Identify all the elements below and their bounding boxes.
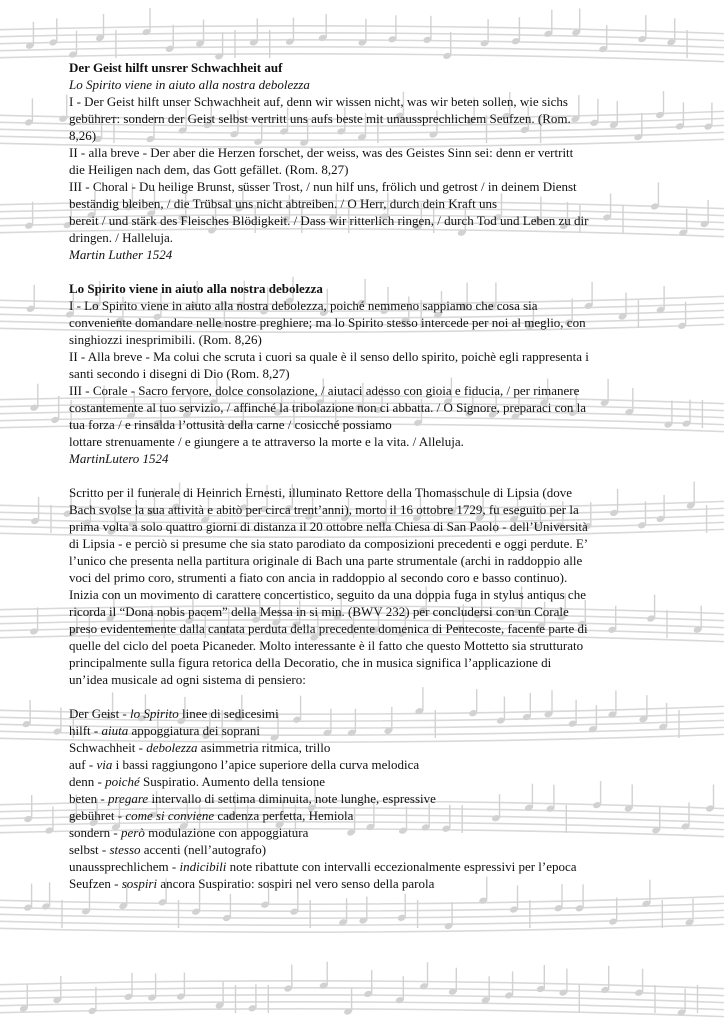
glossary-translation: stesso xyxy=(109,842,141,857)
commentary-line: ricorda il “Dona nobis pacem” della Messa in si min. (BWV 232) per concludersi con un Corale xyxy=(69,604,569,619)
glossary-translation: poiché xyxy=(105,774,140,789)
section-spacer xyxy=(69,688,669,705)
glossary-word: beten - xyxy=(69,791,108,806)
glossary-item xyxy=(69,739,669,756)
glossary-note: linee di sedicesimi xyxy=(178,706,279,721)
staff-line xyxy=(0,1009,724,1017)
glossary-item xyxy=(69,875,669,892)
commentary-line: voci del primo coro, strumenti a fiato con ancia in raddoppio al secondo coro e basso continuo). xyxy=(69,570,568,585)
document-page xyxy=(69,59,669,892)
glossary-note: asimmetria ritmica, trillo xyxy=(197,740,331,755)
glossary-translation: sospiri xyxy=(121,876,158,891)
glossary-item xyxy=(69,722,669,739)
staff-line xyxy=(0,896,724,904)
italian-line: singhiozzi inesprimibili. (Rom. 8,26) xyxy=(69,332,262,347)
section-spacer xyxy=(69,467,669,484)
glossary-note: ancora Suspiratio: sospiri nel vero senso della parola xyxy=(157,876,435,891)
glossary-translation: aiuta xyxy=(101,723,129,738)
commentary-section xyxy=(69,484,669,688)
glossary-section xyxy=(69,705,669,892)
german-line: gebührет: sondern der Geist selbst vertritt uns aufs beste mit unaussprechlichem Seufzen. (Rom. xyxy=(69,111,571,126)
commentary-line: principalmente sulla figura retorica della Decoratio, che in musica significa l’applicazione di xyxy=(69,655,552,670)
italian-title: Lo Spirito viene in aiuto alla nostra debolezza xyxy=(69,281,323,296)
glossary-translation: però xyxy=(121,825,145,840)
glossary-word: selbst - xyxy=(69,842,110,857)
glossary-item xyxy=(69,824,669,841)
glossary-note: i bassi raggiungono l’apice superiore della curva melodica xyxy=(112,757,420,772)
glossary-translation: debolezza xyxy=(146,740,198,755)
glossary-note: note ribattute con intervalli eccezionalmente espressivi per l’epoca xyxy=(226,859,577,874)
glossary-translation: via xyxy=(96,757,113,772)
section-spacer xyxy=(69,263,669,280)
glossary-note: intervallo di settima diminuita, note lunghe, espressive xyxy=(148,791,436,806)
glossary-word: Schwachheit - xyxy=(69,740,147,755)
glossary-word: gebühret - xyxy=(69,808,126,823)
glossary-item xyxy=(69,858,669,875)
german-author: Martin Luther 1524 xyxy=(69,247,173,262)
italian-line: III - Corale - Sacro fervore, dolce consolazione, / aiutaci adesso con gioia e fiducia, / per rimanere xyxy=(69,383,580,398)
italian-line: II - Alla breve - Ma colui che scruta i cuori sa quale è il senso dello spirito, poichè egli rappresenta i xyxy=(69,349,589,364)
glossary-note: modulazione con appoggiatura xyxy=(144,825,309,840)
glossary-item xyxy=(69,807,669,824)
glossary-word: auf - xyxy=(69,757,97,772)
glossary-translation: lo Spirito xyxy=(130,706,179,721)
commentary-line: prima volta a solo quattro giorni di distanza il 20 ottobre nella Chiesa di San Paolo - dell’Università xyxy=(69,519,588,534)
german-line: II - alla breve - Der aber die Herzen forschet, der weiss, was des Geistes Sinn sei: denn er vertritt xyxy=(69,145,574,160)
italian-line: lottare strenuamente / e giungere a te attraverso la morte e la vita. / Alleluja. xyxy=(69,434,464,449)
glossary-word: hilft - xyxy=(69,723,102,738)
german-line: dringen. / Halleluja. xyxy=(69,230,173,245)
italian-line: I - Lo Spirito viene in aiuto alla nostra debolezza, poiché nemmeno sappiamo che cosa sia xyxy=(69,298,538,313)
glossary-translation: pregare xyxy=(107,791,149,806)
german-subtitle: Lo Spirito viene in aiuto alla nostra debolezza xyxy=(69,77,310,92)
glossary-word: Seufzen - xyxy=(69,876,122,891)
italian-line: costantemente al tuo servizio, / affinché la tribolazione non ci abbatta. / O Signore, preparaci con la xyxy=(69,400,587,415)
glossary-note: appoggiatura dei soprani xyxy=(128,723,260,738)
italian-line: conveniente domandare nelle nostre preghiere; ma lo Spirito stesso intercede per noi al meglio, con xyxy=(69,315,586,330)
german-line: I - Der Geist hilft unser Schwachheit auf, denn wir wissen nicht, was wir beten sollen, wie sichs xyxy=(69,94,568,109)
commentary-line: l’unico che presenta nella partitura originale di Bach una parte strumentale (archi in raddoppio alle xyxy=(69,553,583,568)
glossary-note: Suspiratio. Aumento della tensione xyxy=(139,774,325,789)
commentary-line: quelle del ciclo del poeta Picaneder. Molto interessante è il fatto che questo Mottetto sia strutturato xyxy=(69,638,584,653)
glossary-item xyxy=(69,705,669,722)
glossary-item xyxy=(69,790,669,807)
german-text-section xyxy=(69,59,669,263)
german-line: bereit / und stärk des Fleisches Blödigkeit. / Dass wir ritterlich ringen, / durch Tod und Leben zu dir xyxy=(69,213,589,228)
german-line: die Heiligen nach dem, das Gott gefället. (Rom. 8,27) xyxy=(69,162,349,177)
italian-line: tua forza / e rinsalda l’ottusità della carne / cosicché possiamo xyxy=(69,417,392,432)
commentary-line: di Lipsia - e perciò si presume che sia stato parodiato da composizioni precedenti e oggi perdute. E’ xyxy=(69,536,589,551)
glossary-note: accenti (nell’autografo) xyxy=(140,842,267,857)
glossary-item xyxy=(69,756,669,773)
italian-text-section xyxy=(69,280,669,467)
german-line: 8,26) xyxy=(69,128,97,143)
glossary-note: cadenza perfetta, Hemiola xyxy=(214,808,354,823)
german-line: beständig bleiben, / die Trübsal uns nicht abtreiben. / O Herr, durch dein Kraft uns xyxy=(69,196,498,211)
glossary-word: Der Geist - xyxy=(69,706,131,721)
glossary-word: unaussprechlichem - xyxy=(69,859,180,874)
glossary-item xyxy=(69,773,669,790)
glossary-translation: come si conviene xyxy=(125,808,215,823)
commentary-line: Scritto per il funerale di Heinrich Ernesti, illuminato Rettore della Thomasschule di Lipsia (dove xyxy=(69,485,573,500)
commentary-line: Inizia con un movimento di carattere concertistico, seguito da una doppia fuga in stylus antiqus che xyxy=(69,587,586,602)
commentary-line: un’idea musicale ad ogni sistema di pensiero: xyxy=(69,672,306,687)
italian-author: MartinLutero 1524 xyxy=(69,451,169,466)
commentary-line: preso evidentemente dalla cantata perduta della precedente domenica di Pentecoste, facente parte di xyxy=(69,621,588,636)
italian-line: santi secondo i disegni di Dio (Rom. 8,27) xyxy=(69,366,290,381)
german-title: Der Geist hilft unsrer Schwachheit auf xyxy=(69,60,283,75)
glossary-item xyxy=(69,841,669,858)
glossary-word: sondern - xyxy=(69,825,121,840)
glossary-word: denn - xyxy=(69,774,106,789)
glossary-translation: indicibili xyxy=(179,859,227,874)
german-line: III - Choral - Du heilige Brunst, süsser Trost, / nun hilf uns, frölich und getrost / in deinem Dienst xyxy=(69,179,577,194)
commentary-line: Bach svolse la sua attività e abitò per circa trent’anni), morto il 16 ottobre 1729, fu eseguito per la xyxy=(69,502,579,517)
